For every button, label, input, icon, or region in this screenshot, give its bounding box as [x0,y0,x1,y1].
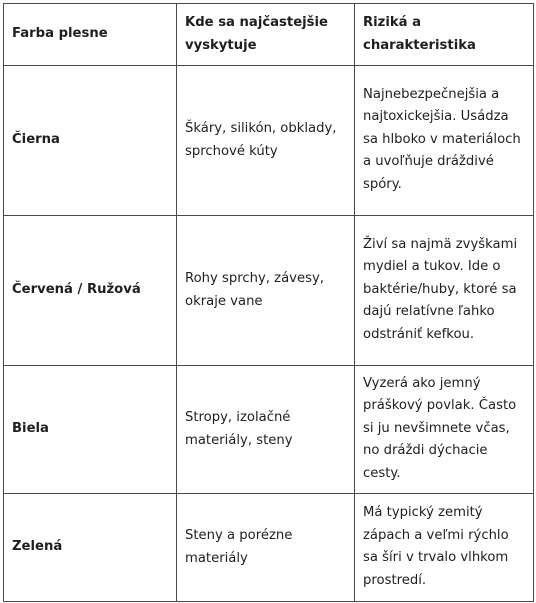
table-row [4,216,534,366]
cell-color: Zelená [4,494,177,602]
header-risks: Riziká a charakteristika [355,4,534,66]
cell-risks: Vyzerá ako jemný práškový povlak. Často si ju nevšimnete včas, no dráždi dýchacie cesty. [355,366,534,494]
header-color: Farba plesne [4,4,177,66]
cell-risks: Najnebezpečnejšia a najtoxickejšia. Usádza sa hlboko v materiáloch a uvoľňuje dráždivé spóry. [355,66,534,216]
cell-risks: Živí sa najmä zvyškami mydiel a tukov. Ide o baktérie/huby, ktoré sa dajú relatívne ľahko odstrániť kefkou. [355,216,534,366]
cell-color: Biela [4,366,177,494]
table-row [4,366,534,494]
table-header-row [4,4,534,66]
header-location: Kde sa najčastejšie vyskytuje [177,4,355,66]
cell-color: Čierna [4,66,177,216]
cell-location: Rohy sprchy, závesy, okraje vane [177,216,355,366]
cell-risks: Má typický zemitý zápach a veľmi rýchlo sa šíri v trvalo vlhkom prostredí. [355,494,534,602]
cell-location: Škáry, silikón, obklady, sprchové kúty [177,66,355,216]
table-row [4,66,534,216]
cell-location: Steny a porézne materiály [177,494,355,602]
table-row [4,494,534,602]
cell-location: Stropy, izolačné materiály, steny [177,366,355,494]
mold-color-table [3,3,534,602]
cell-color: Červená / Ružová [4,216,177,366]
